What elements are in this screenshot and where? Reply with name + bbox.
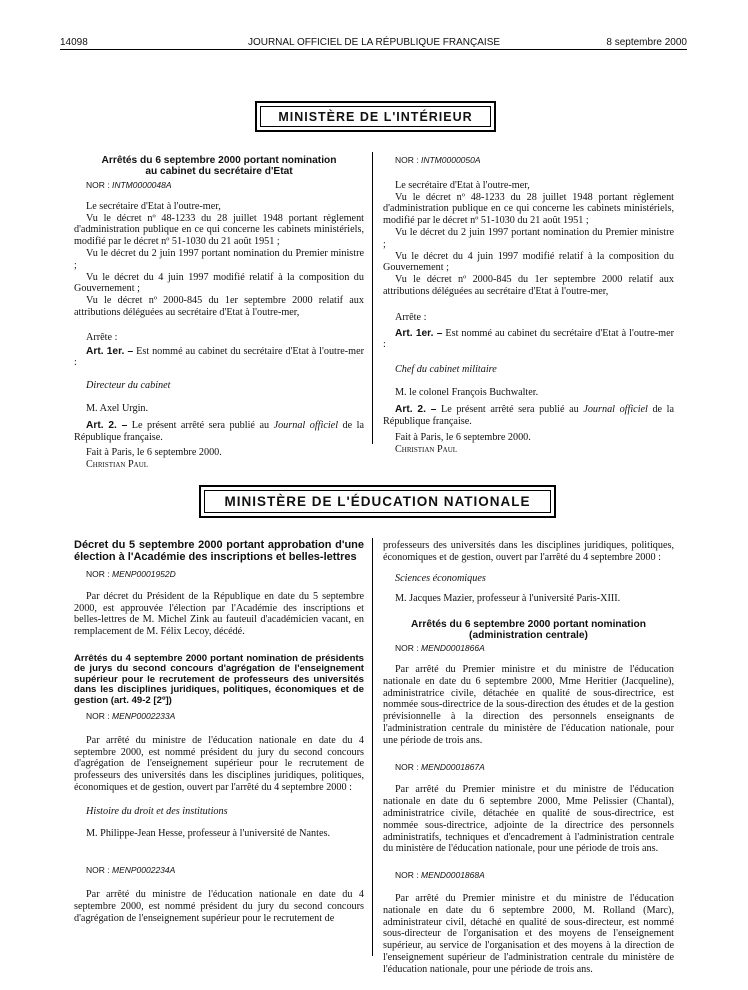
- education-right-column: [383, 540, 674, 976]
- journal-title: JOURNAL OFFICIEL DE LA RÉPUBLIQUE FRANÇAISE: [247, 37, 501, 48]
- paragraph: Par arrêté du Premier ministre et du ministre de l'éducation nationale en date du 6 septembre 2000, Mme Pelissier (Chantal), administratrice civile, détachée en qualité de sous-directrice, est nommée sous-directrice, adjointe de la directrice des personnels administratifs, techniques et d'encadrement à l'administration centrale du ministère de l'éducation nationale, pour une période de trois ans.: [383, 784, 674, 855]
- nor-reference: NOR : INTM0000048A: [86, 180, 172, 190]
- paragraph: Par arrêté du ministre de l'éducation nationale en date du 4 septembre 2000, est nommé président du jury du second concours d'agrégation de l'enseignement supérieur pour le recrutement de professeurs des universités dans les disciplines juridiques, politiques, économiques et de gestion, ouvert par l'arrêté du 4 septembre 2000 :: [74, 734, 364, 793]
- article-2: Art. 2. – Le présent arrêté sera publié au Journal officiel de la République française.: [383, 403, 674, 427]
- nor-reference: NOR : INTM0000050A: [395, 155, 481, 165]
- ministry-interieur-box: [255, 101, 496, 132]
- decret-title: Décret du 5 septembre 2000 portant approbation d'une élection à l'Académie des inscriptions et belles-lettres: [74, 539, 364, 563]
- interieur-left-column: [74, 155, 364, 471]
- arrete-title-line2: au cabinet du secrétaire d'Etat: [145, 166, 293, 177]
- signature: Christian Paul: [86, 459, 149, 471]
- article-1: Art. 1er. – Est nommé au cabinet du secrétaire d'Etat à l'outre-mer :: [74, 345, 365, 369]
- column-divider-education: [372, 538, 373, 956]
- arrete-title-line1: Arrêtés du 6 septembre 2000 portant nomination: [101, 155, 337, 166]
- paragraph: Par arrêté du Premier ministre et du ministre de l'éducation nationale en date du 6 septembre 2000, Mme Heritier (Jacqueline), administratrice civile, détachée en qualité de sous-directrice, est nommée sous-directrice de la sous-direction des études et de la gestion prévisionnelle à la direction des personnels enseignants de l'administration centrale du ministère de l'éducation nationale, pour une période de trois ans.: [383, 663, 674, 746]
- paragraph: Par arrêté du Premier ministre et du ministre de l'éducation nationale en date du 6 septembre 2000, M. Rolland (Marc), administrateur civil, détaché en qualité de sous-directeur, est nommé sous-directeur de l'organisation et des moyens de l'enseignement supérieur, au service de l'organisation et des moyens à la direction de l'enseignement supérieur de l'administration centrale du ministère de l'éducation nationale, pour une période de trois ans.: [383, 892, 674, 975]
- paragraph: Par arrêté du ministre de l'éducation nationale en date du 4 septembre 2000, est nommé président du jury du second concours d'agrégation de l'enseignement supérieur pour le recrutement de: [74, 889, 364, 924]
- section-title: Sciences économiques: [395, 572, 486, 584]
- issue-date: 8 septembre 2000: [606, 37, 687, 48]
- article-2: Art. 2. – Le présent arrêté sera publié au Journal officiel de la République française.: [74, 419, 365, 443]
- paragraph-continued: professeurs des universités dans les disciplines juridiques, politiques, économiques et de gestion, ouvert par l'arrêté du 4 septembre 2000 :: [383, 540, 674, 563]
- header-rule: [60, 49, 687, 50]
- ministry-education-box: [199, 485, 556, 518]
- nor-reference: NOR : MEND0001868A: [395, 870, 485, 881]
- arretes-title-line1: Arrêtés du 6 septembre 2000 portant nomination: [411, 619, 646, 631]
- appointee: M. Jacques Mazier, professeur à l'université Paris-XIII.: [395, 593, 621, 605]
- arretes-title-line2: (administration centrale): [469, 630, 588, 642]
- signature: Christian Paul: [395, 444, 458, 456]
- nor-reference: NOR : MENP0002234A: [86, 865, 176, 876]
- paragraph: Vu le décret nº 48-1233 du 28 juillet 1948 portant règlement d'administration publique en ce qui concerne les cabinets ministériels, modifié par le décret nº 51-1030 du 21 août 1951 ;: [74, 212, 364, 248]
- appointee: M. le colonel François Buchwalter.: [395, 386, 539, 398]
- ministry-education-title: MINISTÈRE DE L'ÉDUCATION NATIONALE: [204, 490, 551, 513]
- appointee: M. Philippe-Jean Hesse, professeur à l'université de Nantes.: [86, 827, 331, 839]
- signing-place-date: Fait à Paris, le 6 septembre 2000.: [395, 432, 531, 444]
- function-title: Chef du cabinet militaire: [395, 364, 497, 376]
- nor-reference: NOR : MEND0001866A: [395, 643, 485, 654]
- education-left-column: [74, 540, 364, 925]
- column-divider-interieur: [372, 152, 373, 444]
- arretes-title: Arrêtés du 4 septembre 2000 portant nomination de présidents de jurys du second concours d'agrégation de l'enseignement supérieur pour le recrutement de professeurs des universités dans les disciplines juridiques, politiques, économiques et de gestion (art. 49-2 [2º]): [74, 652, 364, 706]
- paragraph: Par décret du Président de la République en date du 5 septembre 2000, est approuvée l'élection par l'Académie des inscriptions et belles-lettres de M. Michel Zink au fauteuil d'académicien vacant, en remplacement de M. Félix Lecoy, décédé.: [74, 590, 364, 638]
- article-1: Art. 1er. – Est nommé au cabinet du secrétaire d'Etat à l'outre-mer :: [383, 327, 674, 351]
- paragraph: Le secrétaire d'Etat à l'outre-mer,: [86, 200, 221, 212]
- function-title: Directeur du cabinet: [86, 380, 171, 392]
- interieur-right-column: [383, 155, 674, 456]
- section-title: Histoire du droit et des institutions: [86, 805, 228, 817]
- page-number: 14098: [60, 37, 88, 48]
- signing-place-date: Fait à Paris, le 6 septembre 2000.: [86, 447, 222, 459]
- appointee: M. Axel Urgin.: [86, 402, 149, 414]
- paragraph: Le secrétaire d'Etat à l'outre-mer,: [395, 179, 530, 191]
- arrete-label: Arrête :: [395, 311, 427, 323]
- nor-reference: NOR : MEND0001867A: [395, 761, 485, 772]
- ministry-interieur-title: MINISTÈRE DE L'INTÉRIEUR: [260, 106, 491, 127]
- nor-reference: NOR : MENP0001952D: [86, 569, 176, 579]
- paragraph: Vu le décret nº 48-1233 du 28 juillet 1948 portant règlement d'administration publique en ce qui concerne les cabinets ministériels, modifié par le décret nº 51-1030 du 21 août 1951 ;: [383, 191, 674, 227]
- paragraph: Vu le décret du 2 juin 1997 portant nomination du Premier ministre ;: [383, 226, 674, 250]
- nor-reference: NOR : MENP0002233A: [86, 711, 176, 722]
- paragraph: Vu le décret nº 2000-845 du 1er septembre 2000 relatif aux attributions déléguées au secrétaire d'Etat à l'outre-mer,: [74, 295, 364, 318]
- paragraph: Vu le décret du 4 juin 1997 modifié relatif à la composition du Gouvernement ;: [74, 271, 364, 295]
- paragraph: Vu le décret nº 2000-845 du 1er septembre 2000 relatif aux attributions déléguées au secrétaire d'Etat à l'outre-mer,: [383, 274, 674, 297]
- paragraph: Vu le décret du 2 juin 1997 portant nomination du Premier ministre ;: [74, 247, 364, 271]
- arrete-label: Arrête :: [86, 331, 118, 343]
- paragraph: Vu le décret du 4 juin 1997 modifié relatif à la composition du Gouvernement ;: [383, 250, 674, 274]
